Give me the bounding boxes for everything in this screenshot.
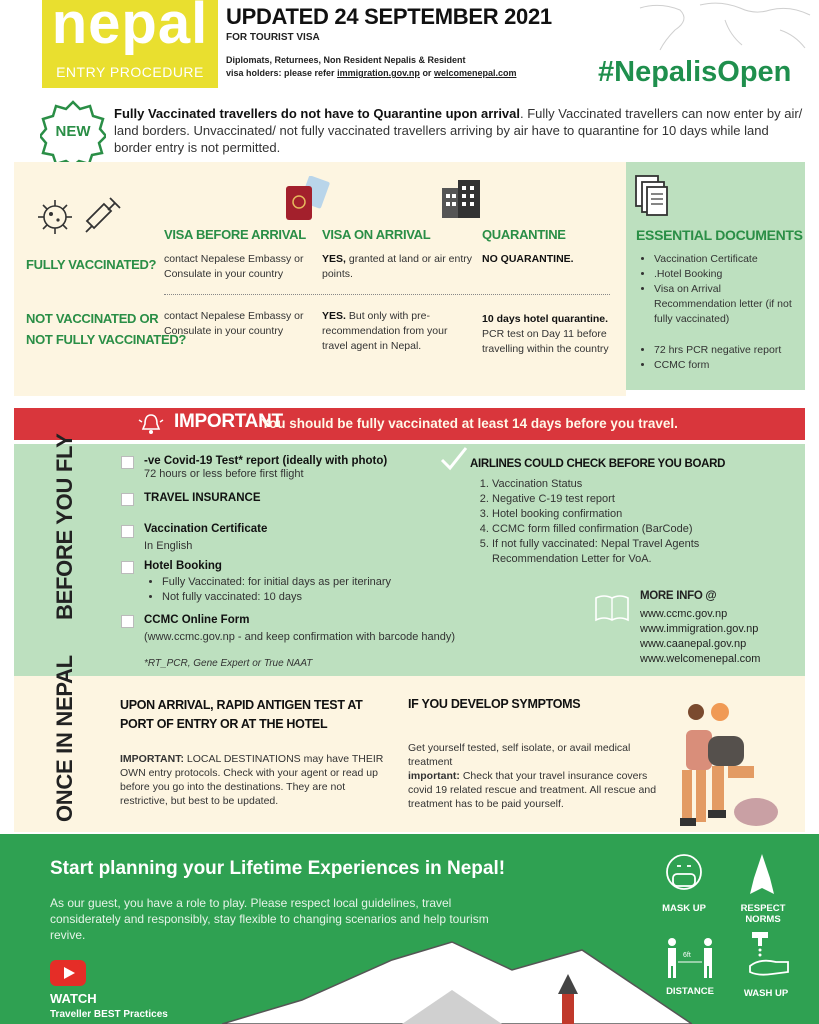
- airline-check-item: 5. If not fully vaccinated: Nepal Travel Agents Recommendation Letter for VoA.: [492, 537, 740, 567]
- or-text: or: [422, 68, 432, 78]
- check-hotel-sublist: [162, 575, 462, 605]
- check-hotel-sub1: • Fully Vaccinated: for initial days as per iterinary: [162, 575, 462, 590]
- row2-visa-before: contact Nepalese Embassy or Consulate in your country: [164, 310, 304, 337]
- documents-icon: [634, 174, 670, 218]
- footer-title: Start planning your Lifetime Experiences in Nepal!: [50, 858, 506, 879]
- immigration-link[interactable]: immigration.gov.np: [337, 68, 420, 78]
- symptoms-line1: Get yourself tested, self isolate, or avail medical treatment: [408, 742, 631, 768]
- symptoms-heading: IF YOU DEVELOP SYMPTOMS: [408, 697, 581, 711]
- new-notice-rest: . Fully Vaccinated travellers can now enter by air/ land borders. Unvaccinated/ not fully vaccinated travellers arriving by air have to quarantine for 10 days while land border entry is not permitted.: [114, 106, 803, 155]
- checkbox-hotel-booking[interactable]: [121, 561, 134, 574]
- check-ccmc-title: CCMC Online Form: [144, 614, 250, 626]
- important-text: You should be fully vaccinated at least 14 days before you travel.: [261, 416, 678, 431]
- best-practices-label[interactable]: Traveller BEST Practices: [50, 1009, 168, 1020]
- arrival-rest: LOCAL DESTINATIONS may have THEIR OWN entry protocols. Check with your agent or read up before you go into the destinations. They are not restrictive, but best to be updated.: [120, 753, 384, 807]
- symptoms-bold: important:: [408, 770, 460, 782]
- check-ccmc-sub: (www.ccmc.gov.np - and keep confirmation with barcode handy): [144, 631, 455, 643]
- check-vaccination-title: Vaccination Certificate: [144, 523, 268, 535]
- hand-wash-icon: [746, 930, 792, 980]
- airline-check-item: 4. CCMC form filled confirmation (BarCode): [492, 522, 740, 537]
- arrival-heading: UPON ARRIVAL, RAPID ANTIGEN TEST AT PORT OF ENTRY OR AT THE HOTEL: [120, 698, 363, 731]
- more-info-list: [640, 607, 760, 667]
- mask-icon: [664, 850, 704, 896]
- hashtag: #NepalisOpen: [598, 56, 792, 88]
- hotel-building-icon: [440, 178, 482, 220]
- arrival-text: [120, 752, 390, 808]
- mask-up-label: MASK UP: [662, 903, 706, 914]
- more-info-link[interactable]: www.immigration.gov.np: [640, 623, 759, 635]
- checkbox-travel-insurance[interactable]: [121, 493, 134, 506]
- row-not-vaccinated: [26, 308, 186, 350]
- once-in-nepal-label: ONCE IN NEPAL: [52, 655, 77, 822]
- airline-check-item: 3. Hotel booking confirmation: [492, 507, 740, 522]
- airline-check-item: 1. Vaccination Status: [492, 477, 740, 492]
- symptoms-line2: Check that your travel insurance covers covid 19 related rescue and treatment. All rescue and treatment has to be paid yourself.: [408, 770, 657, 810]
- airlines-check-list: [480, 477, 740, 567]
- row2-visa-on-rest: But only with pre-recommendation from your travel agent in Nepal.: [322, 310, 448, 352]
- arrival-bold: IMPORTANT:: [120, 753, 184, 765]
- nepal-logo: [42, 0, 218, 88]
- row1-visa-on-arrival: [322, 252, 472, 282]
- row2-visa-on-arrival: [322, 309, 472, 354]
- visa-type: FOR TOURIST VISA: [226, 32, 320, 43]
- before-you-fly-label: BEFORE YOU FLY: [52, 433, 77, 620]
- checkbox-ccmc-form[interactable]: [121, 615, 134, 628]
- wash-up-label: WASH UP: [743, 988, 789, 999]
- play-icon: [62, 966, 76, 980]
- checkbox-covid-test[interactable]: [121, 456, 134, 469]
- check-vaccination-sub: In English: [144, 540, 193, 552]
- syringe-icon: [80, 192, 126, 238]
- footer-text: As our guest, you have a role to play. Please respect local guidelines, travel considerately and responsibly, stay flexible to changing scenarios and help tourism revive.: [50, 896, 489, 942]
- distance-badge: 6ft: [683, 952, 691, 959]
- for-whom-line1: Diplomats, Returnees, Non Resident Nepalis & Resident: [226, 55, 466, 65]
- doc-item: • Visa on Arrival Recommendation letter (if not fully vaccinated): [654, 282, 800, 327]
- doc-item: • 72 hrs PCR negative report: [654, 343, 800, 358]
- row1-quarantine: [482, 252, 622, 267]
- respect-norms-label: RESPECT NORMS: [740, 903, 786, 925]
- important-banner: [14, 408, 805, 440]
- bell-icon: [138, 412, 164, 436]
- doc-item: • .Hotel Booking: [654, 267, 800, 282]
- row1-visa-on-rest: granted at land or air entry points.: [322, 253, 473, 280]
- welcomenepal-link[interactable]: welcomenepal.com: [433, 68, 517, 78]
- check-hotel-sub2: • Not fully vaccinated: 10 days: [162, 590, 462, 605]
- row2-quarantine-bold: 10 days hotel quarantine.: [482, 313, 609, 325]
- checkbox-vaccination-certificate[interactable]: [121, 525, 134, 538]
- new-badge-label: NEW: [55, 123, 91, 140]
- distance-label: DISTANCE: [666, 986, 714, 997]
- row2-quarantine-rest: PCR test on Day 11 before travelling within the country: [482, 328, 609, 355]
- logo-subtitle: ENTRY PROCEDURE: [56, 64, 204, 80]
- hikers-illustration: [668, 690, 778, 830]
- check-covid-test-title: -ve Covid-19 Test* report (ideally with photo): [144, 455, 388, 467]
- header-visa-on-arrival: VISA ON ARRIVAL: [322, 227, 431, 242]
- new-notice-bold: Fully Vaccinated travellers do not have to Quarantine upon arrival: [114, 106, 521, 121]
- for-whom-line2: visa holders: please refer: [226, 68, 335, 78]
- row2-visa-on-bold: YES.: [322, 310, 346, 322]
- book-icon: [594, 592, 630, 624]
- more-info-link[interactable]: www.welcomenepal.com: [640, 653, 761, 665]
- row2-label-line1: NOT VACCINATED OR: [26, 311, 159, 326]
- doc-item: • Vaccination Certificate: [654, 252, 800, 267]
- important-label: IMPORTANT: [174, 411, 283, 432]
- row-fully-vaccinated: FULLY VACCINATED?: [26, 257, 157, 272]
- mountain-illustration: [222, 940, 692, 1024]
- more-info-link[interactable]: www.ccmc.gov.np: [640, 608, 728, 620]
- watch-label[interactable]: WATCH: [50, 991, 97, 1006]
- symptoms-text: [408, 741, 658, 811]
- row1-visa-before: contact Nepalese Embassy or Consulate in your country: [164, 253, 304, 280]
- airlines-check-heading: AIRLINES COULD CHECK BEFORE YOU BOARD: [470, 458, 726, 470]
- doc-item: • CCMC form: [654, 358, 800, 373]
- more-info-heading: MORE INFO @: [640, 590, 717, 602]
- updated-date: UPDATED 24 SEPTEMBER 2021: [226, 4, 552, 29]
- more-info-link[interactable]: www.caanepal.gov.np: [640, 638, 747, 650]
- new-notice-text: [114, 105, 804, 156]
- checkmark-icon: [440, 446, 468, 472]
- youtube-play-button[interactable]: [50, 960, 86, 986]
- row2-quarantine: [482, 312, 622, 357]
- test-footnote: *RT_PCR, Gene Expert or True NAAT: [144, 658, 313, 669]
- row-divider: [164, 294, 610, 295]
- check-travel-insurance-title: TRAVEL INSURANCE: [144, 492, 261, 504]
- world-map-icon: [630, 0, 815, 52]
- row1-quarantine-bold: NO QUARANTINE.: [482, 253, 574, 265]
- row1-visa-on-bold: YES,: [322, 253, 346, 265]
- check-covid-test-sub: 72 hours or less before first flight: [144, 468, 304, 480]
- check-hotel-title: Hotel Booking: [144, 560, 222, 572]
- for-whom-note: [226, 54, 566, 80]
- header-quarantine: QUARANTINE: [482, 227, 566, 242]
- header-visa-before-arrival: VISA BEFORE ARRIVAL: [164, 227, 306, 242]
- airline-check-item: 2. Negative C-19 test report: [492, 492, 740, 507]
- row2-label-line2: NOT FULLY VACCINATED?: [26, 332, 187, 347]
- logo-title: nepal: [51, 0, 209, 56]
- header-essential-documents: ESSENTIAL DOCUMENTS: [636, 227, 803, 243]
- essential-documents-list: [640, 252, 800, 373]
- virus-icon: [34, 196, 76, 238]
- passport-icon: [282, 176, 332, 222]
- namaste-hands-icon: [744, 852, 780, 896]
